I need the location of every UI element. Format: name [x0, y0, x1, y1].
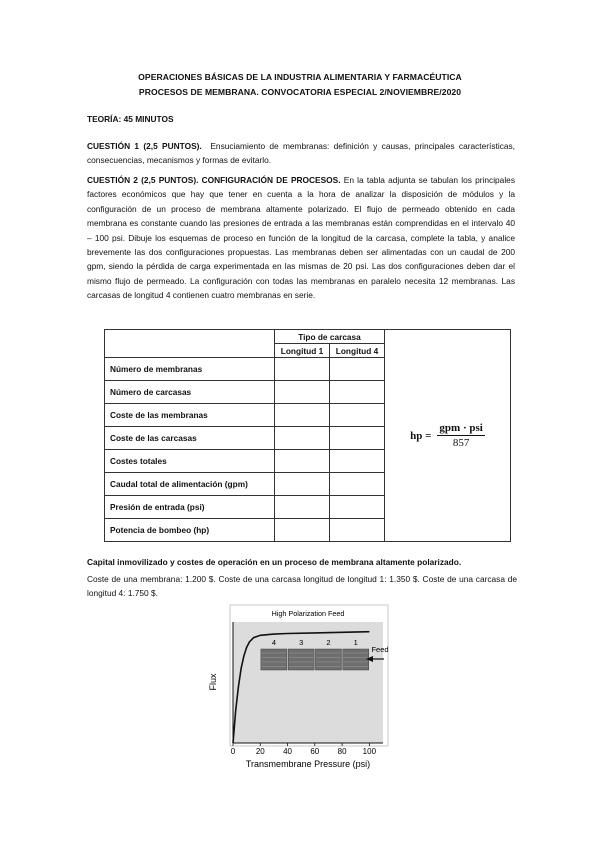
table-cell[interactable] — [330, 519, 385, 542]
pump-power-formula — [390, 422, 505, 449]
y-axis-label: Flux — [208, 673, 218, 691]
header-line-1: OPERACIONES BÁSICAS DE LA INDUSTRIA ALIMENTARIA Y FARMACÉUTICA — [138, 72, 462, 82]
x-tick-label: 100 — [362, 747, 377, 756]
table-col-longitud-4: Longitud 4 — [330, 344, 385, 358]
formula-numerator: gpm · psi — [439, 422, 483, 434]
table-cell[interactable] — [275, 381, 330, 404]
table-row-label: Coste de las carcasas — [105, 427, 275, 450]
table-row-label: Caudal total de alimentación (gpm) — [105, 473, 275, 496]
table-row-label: Número de membranas — [105, 358, 275, 381]
capital-text: Coste de una membrana: 1.200 $. Coste de una carcasa longitud de longitud 1: 1.350 $. Coste de una carcasa de longitud 4: 1.750 $. — [87, 574, 517, 599]
table-cell[interactable] — [330, 473, 385, 496]
table-cell[interactable] — [275, 519, 330, 542]
table-row-label: Número de carcasas — [105, 381, 275, 404]
table-cell[interactable] — [275, 358, 330, 381]
table-cell[interactable] — [330, 358, 385, 381]
table-cell[interactable] — [275, 473, 330, 496]
table-row-label: Presión de entrada (psi) — [105, 496, 275, 519]
header-line-2: PROCESOS DE MEMBRANA. CONVOCATORIA ESPECIAL 2/NOVIEMBRE/2020 — [138, 87, 462, 97]
chart-plot-area — [233, 622, 383, 743]
table-cell[interactable] — [275, 427, 330, 450]
table-cell[interactable] — [275, 496, 330, 519]
table-row-label: Costes totales — [105, 450, 275, 473]
x-tick-label: 80 — [337, 747, 347, 756]
table-group-header: Tipo de carcasa — [275, 330, 385, 344]
module-label: 3 — [299, 638, 304, 647]
formula-lhs: hp = — [410, 429, 432, 442]
question-1 — [87, 139, 515, 168]
membrane-module-block — [343, 649, 369, 670]
table-cell[interactable] — [275, 450, 330, 473]
question-2-text: En la tabla adjunta se tabulan los principales factores económicos que hay que tener en cuenta a la hora de analizar la disposición de módulos y la configuración de un proceso de membrana altamente polarizado. El flujo de permeado obtenido en cada membrana es constante cuando las presiones de entrada a las membranas están comprendidas en el intervalo 40 – 100 psi. Dibuje los esquemas de proceso en función de la longitud de la carcasa, complete la tabla, y analice brevemente las dos configuraciones propuestas. Las membranas deben ser alimentadas con un caudal de 200 gpm, siendo la pérdida de carga experimentada en las mismas de 20 psi. Las dos configuraciones deben dar el mismo flujo de permeado. La configuración con todas las membranas en paralelo necesita 12 membranas. Las carcasas de longitud 4 contienen cuatro membranas en serie. — [87, 175, 515, 301]
x-tick-label: 60 — [310, 747, 320, 756]
table-cell[interactable] — [330, 427, 385, 450]
x-axis-label: Transmembrane Pressure (psi) — [245, 759, 371, 769]
module-label: 1 — [353, 638, 358, 647]
membrane-module-block — [315, 649, 341, 670]
table-cell[interactable] — [275, 404, 330, 427]
table-cell[interactable] — [330, 496, 385, 519]
question-1-text: Ensuciamiento de membranas: definición y causas, principales características, consecuencias, mecanismos y formas de evitarlo. — [87, 141, 515, 166]
table-col-longitud-1: Longitud 1 — [275, 344, 330, 358]
table-cell[interactable] — [330, 404, 385, 427]
theory-duration: TEORÍA: 45 MINUTOS — [87, 114, 174, 124]
table-cell[interactable] — [330, 450, 385, 473]
membrane-module-block — [288, 649, 314, 670]
table-row-label: Potencia de bombeo (hp) — [105, 519, 275, 542]
capital-title: Capital inmovilizado y costes de operación en un proceso de membrana altamente polarizado. — [87, 557, 462, 567]
table-corner — [105, 330, 275, 358]
formula-denominator: 857 — [452, 437, 470, 449]
question-2 — [87, 173, 515, 303]
feed-label: Feed — [371, 645, 389, 654]
formula-cell — [385, 330, 511, 542]
module-label: 2 — [326, 638, 331, 647]
x-tick-label: 40 — [283, 747, 292, 756]
chart-title: High Polarization Feed — [271, 609, 345, 618]
module-label: 4 — [271, 638, 276, 647]
membrane-module-block — [261, 649, 287, 670]
x-tick-label: 20 — [255, 747, 265, 756]
table-row-label: Coste de las membranas — [105, 404, 275, 427]
question-2-title: CUESTIÓN 2 (2,5 PUNTOS). CONFIGURACIÓN DE PROCESOS. — [87, 175, 341, 185]
question-1-title: CUESTIÓN 1 (2,5 PUNTOS). — [87, 141, 202, 151]
x-tick-label: 0 — [230, 747, 236, 756]
cost-table — [104, 329, 511, 542]
table-cell[interactable] — [330, 381, 385, 404]
flux-chart — [205, 602, 395, 774]
